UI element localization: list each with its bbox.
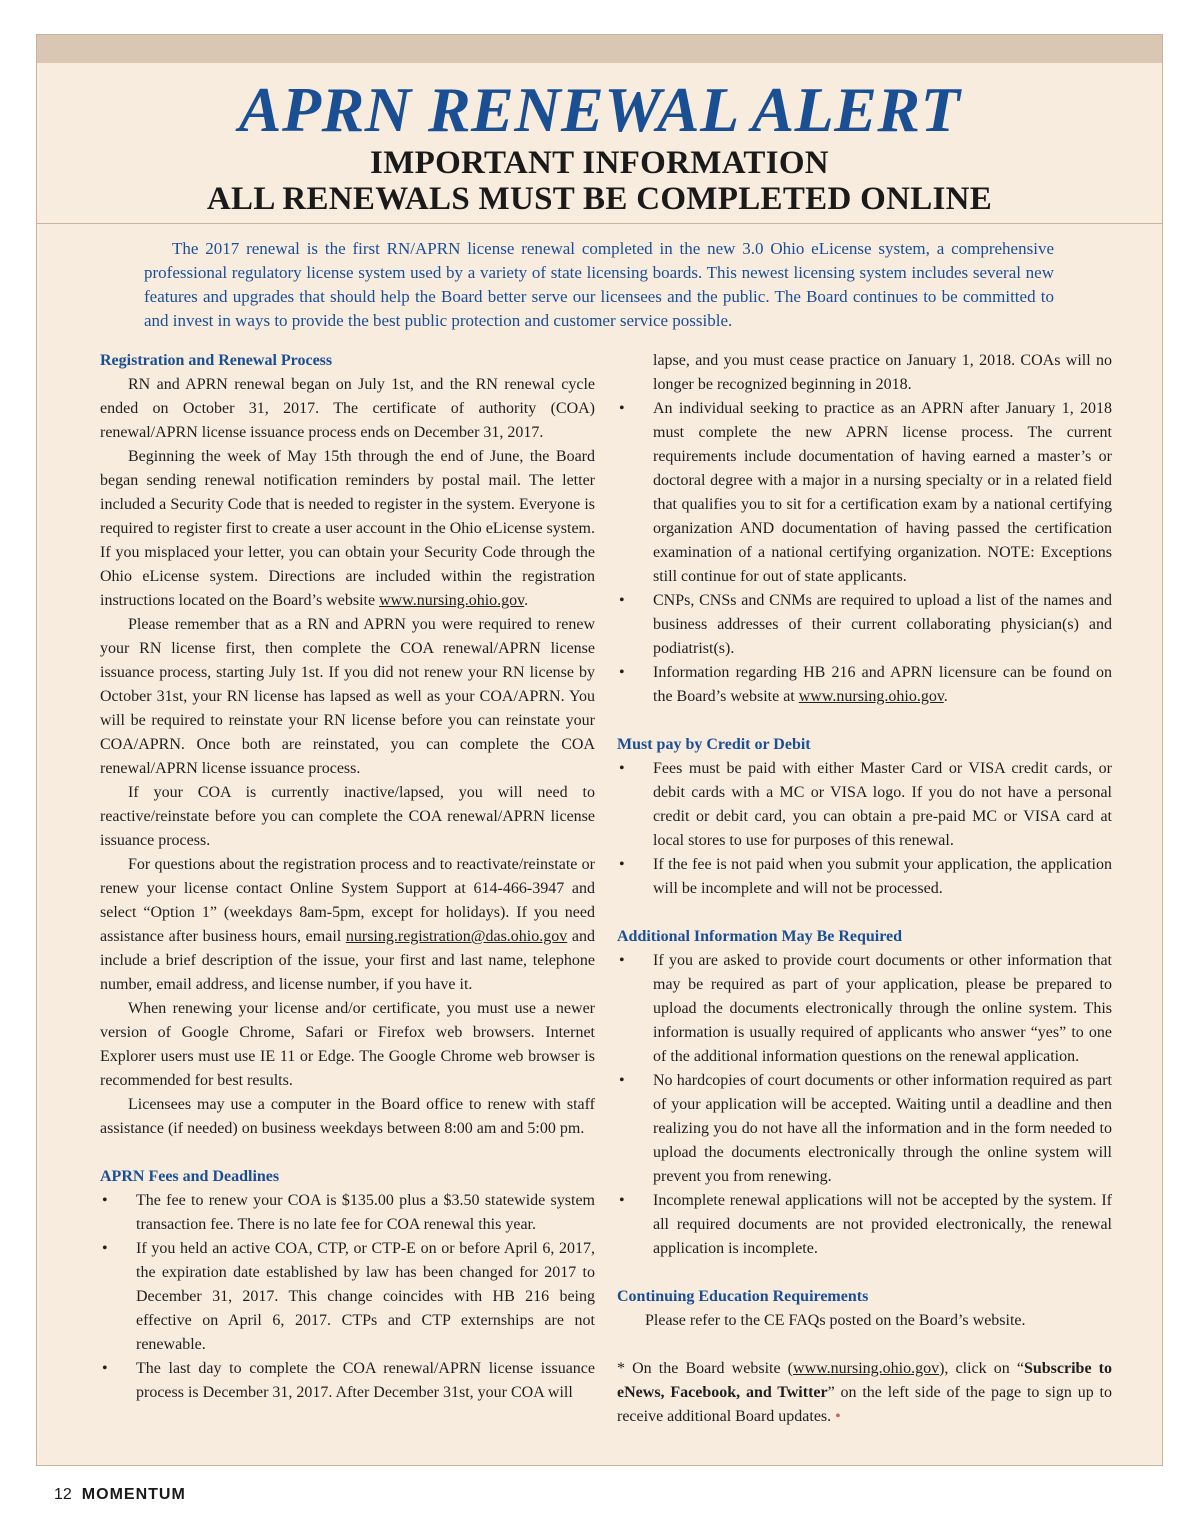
bullet-icon xyxy=(619,1189,629,1213)
note-text-a: * On the Board website ( xyxy=(617,1360,794,1377)
fees-item-3-continued: lapse, and you must cease practice on January 1, 2018. COAs will no longer be recognized beginning in 2018. xyxy=(653,352,1112,393)
payment-list xyxy=(617,757,1112,901)
additional-item-1: If you are asked to provide court documents or other information that may be required as part of your application, please be prepared to upload the documents electronically through the online system. This information is usually required of applicants who answer “yes” to one of the additional information questions on the renewal application. xyxy=(653,952,1112,1065)
additional-item-3: Incomplete renewal applications will not be accepted by the system. If all required documents are not provided electronically, the renewal application is incomplete. xyxy=(653,1192,1112,1257)
payment-item-2: If the fee is not paid when you submit your application, the application will be incomplete and will not be processed. xyxy=(653,856,1112,897)
registration-p2 xyxy=(100,445,595,613)
article-panel xyxy=(36,34,1163,1466)
bullet-icon xyxy=(619,853,629,877)
end-mark-icon: • xyxy=(835,1408,841,1425)
fees-item-6: Information regarding HB 216 and APRN licensure can be found on the Board’s website at xyxy=(653,664,1112,705)
magazine-name: MOMENTUM xyxy=(81,1486,186,1503)
nursing-website-link[interactable]: www.nursing.ohio.gov xyxy=(379,592,525,609)
list-item xyxy=(617,757,1112,853)
subtitle-online: ALL RENEWALS MUST BE COMPLETED ONLINE xyxy=(206,181,993,217)
list-item xyxy=(617,661,1112,709)
registration-p5-end: and include a brief description of the issue, your first and last name, telephone number, email address, and license number, if you have it. xyxy=(100,928,595,993)
list-item xyxy=(617,1069,1112,1189)
top-band xyxy=(37,35,1162,63)
article-header xyxy=(37,75,1162,217)
note-text-b: ), click on “ xyxy=(939,1360,1024,1377)
registration-p2-text: Beginning the week of May 15th through the end of June, the Board began sending renewal notification reminders by postal mail. The letter included a Security Code that is needed to register in the system. Everyone is required to register first to create a user account in the Ohio eLicense system. If you misplaced your letter, you can obtain your Security Code through the Ohio eLicense system. Directions are included within the registration instructions located on the Board’s website xyxy=(100,448,595,609)
ce-text: Please refer to the CE FAQs posted on the Board’s website. xyxy=(645,1312,1026,1329)
list-item xyxy=(617,1189,1112,1261)
ce-heading: Continuing Education Requirements xyxy=(617,1288,869,1305)
subtitle-important: IMPORTANT INFORMATION xyxy=(370,145,829,181)
payment-heading: Must pay by Credit or Debit xyxy=(617,736,811,753)
bullet-icon xyxy=(619,397,629,421)
registration-p4: If your COA is currently inactive/lapsed, you will need to reactive/reinstate before you can complete the COA renewal/APRN license issuance process. xyxy=(100,784,595,849)
fees-item-3: The last day to complete the COA renewal/APRN license issuance process is December 31, 2017. After December 31st, your COA will xyxy=(136,1360,595,1401)
registration-p6: When renewing your license and/or certificate, you must use a newer version of Google Chrome, Safari or Firefox web browsers. Internet Explorer users must use IE 11 or Edge. The Google Chrome web browser is recommended for best results. xyxy=(100,1000,595,1089)
list-item xyxy=(617,589,1112,661)
bullet-icon xyxy=(619,949,629,973)
fees-item-1: The fee to renew your COA is $135.00 plus a $3.50 statewide system transaction fee. There is no late fee for COA renewal this year. xyxy=(136,1192,595,1233)
registration-p5-text: For questions about the registration process and to reactivate/reinstate or renew your license contact Online System Support at 614-466-3947 and select “Option 1” (weekdays 8am-5pm, except for holidays). If you need assistance after business hours, email xyxy=(100,856,595,945)
payment-item-1: Fees must be paid with either Master Card or VISA credit cards, or debit cards with a MC or VISA logo. If you do not have a personal credit or debit card, you can obtain a pre-paid MC or VISA card at local stores to use for purposes of this renewal. xyxy=(653,760,1112,849)
registration-heading: Registration and Renewal Process xyxy=(100,352,333,369)
right-column xyxy=(617,349,1112,1429)
list-item xyxy=(617,853,1112,901)
alert-title: APRN RENEWAL ALERT xyxy=(238,74,961,145)
registration-p7: Licensees may use a computer in the Board office to renew with staff assistance (if needed) on business weekdays between 8:00 am and 5:00 pm. xyxy=(100,1096,595,1137)
fees-heading: APRN Fees and Deadlines xyxy=(100,1168,280,1185)
fees-item-5: CNPs, CNSs and CNMs are required to upload a list of the names and business addresses of their current collaborating physician(s) and podiatrist(s). xyxy=(653,592,1112,657)
page-number: 12 xyxy=(54,1486,72,1503)
page-footer xyxy=(54,1486,186,1504)
additional-list xyxy=(617,949,1112,1261)
registration-p3: Please remember that as a RN and APRN you were required to renew your RN license first, then complete the COA renewal/APRN license issuance process, starting July 1st. If you did not renew your RN license by October 31st, your RN license has lapsed as well as your COA/APRN. You will be required to reinstate your RN license before you can reinstate your COA/APRN. Once both are reinstated, you can complete the COA renewal/APRN license issuance process. xyxy=(100,616,595,777)
header-divider xyxy=(37,223,1162,224)
subscribe-note xyxy=(617,1357,1112,1429)
list-item xyxy=(617,397,1112,589)
bullet-icon xyxy=(619,589,629,613)
bullet-icon xyxy=(619,1069,629,1093)
fees-item-4: An individual seeking to practice as an APRN after January 1, 2018 must complete the new APRN license process. The current requirements include documentation of having earned a master’s or doctoral degree with a major in a nursing specialty or in a related field that qualifies you to sit for a certification exam by a national certifying organization AND documentation of having passed the certification examination of a national certifying organization. NOTE: Exceptions still continue for out of state applicants. xyxy=(653,400,1112,585)
bullet-icon xyxy=(102,1237,112,1261)
fees-item-2: If you held an active COA, CTP, or CTP-E on or before April 6, 2017, the expiration date established by law has been changed for 2017 to December 31, 2017. This change coincides with HB 216 being effective on April 6, 2017. CTPs and CTP externships are not renewable. xyxy=(136,1240,595,1353)
bullet-icon xyxy=(102,1357,112,1381)
intro-text: The 2017 renewal is the first RN/APRN license renewal completed in the new 3.0 Ohio eLicense system, a comprehensive professional regulatory license system used by a variety of state licensing boards. This newest licensing system includes several new features and upgrades that should help the Board better serve our licensees and the public. The Board continues to be committed to and invest in ways to provide the best public protection and customer service possible. xyxy=(144,239,1054,330)
fees-item-6-end: . xyxy=(943,688,948,705)
registration-p5 xyxy=(100,853,595,997)
registration-p2-end: . xyxy=(524,592,529,609)
list-item xyxy=(100,1237,595,1357)
list-item xyxy=(100,1357,595,1405)
fees-list xyxy=(100,1189,595,1405)
note-text-c: ” on the left side of the page to sign up to receive additional Board updates. xyxy=(617,1384,1112,1425)
support-email-link[interactable]: nursing.registration@das.ohio.gov xyxy=(345,928,568,945)
bullet-icon xyxy=(102,1189,112,1213)
hb216-website-link[interactable]: www.nursing.ohio.gov xyxy=(798,688,944,705)
left-column xyxy=(100,349,595,1405)
fees-list-continued xyxy=(617,397,1112,709)
board-website-link[interactable]: www.nursing.ohio.gov xyxy=(793,1360,940,1377)
list-item xyxy=(617,949,1112,1069)
intro-paragraph xyxy=(144,237,1054,333)
registration-p1: RN and APRN renewal began on July 1st, and the RN renewal cycle ended on October 31, 2017. The certificate of authority (COA) renewal/APRN license issuance process ends on December 31, 2017. xyxy=(100,376,595,441)
additional-item-2: No hardcopies of court documents or other information required as part of your application will be accepted. Waiting until a deadline and then realizing you do not have all the information and in the form needed to upload the documents electronically through the online system will prevent you from renewing. xyxy=(653,1072,1112,1185)
bullet-icon xyxy=(619,661,629,685)
additional-heading: Additional Information May Be Required xyxy=(617,928,903,945)
list-item xyxy=(100,1189,595,1237)
bullet-icon xyxy=(619,757,629,781)
subscribe-label: Subscribe to eNews, Facebook, and Twitter xyxy=(617,1360,1113,1401)
